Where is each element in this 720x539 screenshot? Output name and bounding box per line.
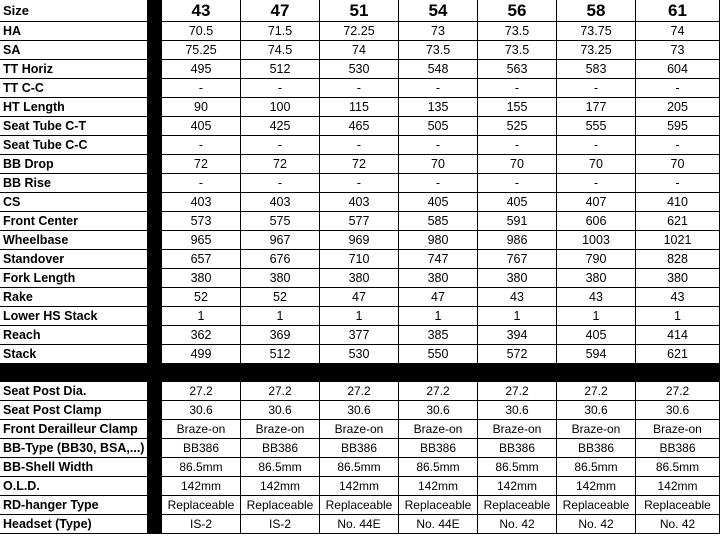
table-cell: BB386 [320,439,399,458]
table-cell: No. 44E [320,515,399,534]
table-cell: 142mm [636,477,720,496]
row-label: Front Derailleur Clamp [0,420,148,439]
table-cell: 100 [241,98,320,117]
table-cell: 115 [320,98,399,117]
row-label: SA [0,41,148,60]
table-cell: 86.5mm [557,458,636,477]
table-cell: 30.6 [241,401,320,420]
row-label: O.L.D. [0,477,148,496]
row-label: CS [0,193,148,212]
table-cell: 72 [320,155,399,174]
separator-column [148,269,162,288]
table-cell: - [636,79,720,98]
row-label: BB Rise [0,174,148,193]
size-header: 61 [636,0,720,22]
table-cell: - [162,174,241,193]
table-cell: 790 [557,250,636,269]
table-cell: Braze-on [241,420,320,439]
separator-column [148,79,162,98]
table-cell: 1 [478,307,557,326]
row-label: Seat Tube C-C [0,136,148,155]
separator-column [148,212,162,231]
table-cell: 27.2 [636,382,720,401]
separator-column [148,515,162,534]
table-cell: 70 [636,155,720,174]
size-header: 51 [320,0,399,22]
separator-column [148,420,162,439]
separator-column [148,155,162,174]
table-cell: 405 [557,326,636,345]
table-cell: 47 [399,288,478,307]
table-cell: 27.2 [162,382,241,401]
size-header: 43 [162,0,241,22]
table-cell: - [478,136,557,155]
size-header: 54 [399,0,478,22]
table-cell: 405 [399,193,478,212]
table-cell: No. 44E [399,515,478,534]
table-cell: 425 [241,117,320,136]
row-label: BB-Type (BB30, BSA,...) [0,439,148,458]
table-cell: 1 [162,307,241,326]
table-cell: - [557,136,636,155]
table-cell: 604 [636,60,720,79]
table-cell: 30.6 [320,401,399,420]
table-cell: 1003 [557,231,636,250]
table-cell: 74.5 [241,41,320,60]
table-cell: 530 [320,60,399,79]
separator-column [148,326,162,345]
row-label: HA [0,22,148,41]
table-cell: 573 [162,212,241,231]
table-cell: 362 [162,326,241,345]
table-cell: 142mm [162,477,241,496]
table-cell: 986 [478,231,557,250]
table-cell: - [241,174,320,193]
separator-column [148,117,162,136]
row-label: Headset (Type) [0,515,148,534]
row-label: Front Center [0,212,148,231]
table-cell: Braze-on [636,420,720,439]
table-cell: 73 [399,22,478,41]
table-cell: 621 [636,212,720,231]
table-cell: 135 [399,98,478,117]
table-cell: 86.5mm [399,458,478,477]
table-cell: 591 [478,212,557,231]
row-label: Stack [0,345,148,364]
separator-column [148,41,162,60]
row-label: Reach [0,326,148,345]
table-cell: - [320,79,399,98]
table-cell: - [557,79,636,98]
table-cell: 1 [636,307,720,326]
table-cell: 73.75 [557,22,636,41]
table-cell: 30.6 [162,401,241,420]
table-cell: 30.6 [399,401,478,420]
table-cell: 70 [478,155,557,174]
table-cell: Replaceable [399,496,478,515]
row-label: BB-Shell Width [0,458,148,477]
table-cell: - [399,174,478,193]
table-cell: 1 [399,307,478,326]
table-cell: 43 [478,288,557,307]
table-cell: 414 [636,326,720,345]
table-cell: 394 [478,326,557,345]
table-cell: - [241,136,320,155]
table-cell: 30.6 [636,401,720,420]
table-cell: - [478,79,557,98]
table-cell: 969 [320,231,399,250]
table-cell: 548 [399,60,478,79]
row-label: BB Drop [0,155,148,174]
table-cell: 495 [162,60,241,79]
table-cell: 74 [636,22,720,41]
table-cell: - [320,136,399,155]
section-divider [0,364,720,382]
table-cell: 43 [557,288,636,307]
table-cell: 369 [241,326,320,345]
table-cell: 505 [399,117,478,136]
table-cell: - [557,174,636,193]
table-cell: 380 [162,269,241,288]
table-cell: 27.2 [399,382,478,401]
table-cell: Replaceable [162,496,241,515]
table-cell: 86.5mm [241,458,320,477]
table-cell: 710 [320,250,399,269]
table-cell: 676 [241,250,320,269]
table-cell: 71.5 [241,22,320,41]
table-cell: - [636,174,720,193]
table-cell: 410 [636,193,720,212]
separator-column [148,401,162,420]
table-cell: 572 [478,345,557,364]
table-cell: 595 [636,117,720,136]
table-cell: 525 [478,117,557,136]
table-cell: Braze-on [162,420,241,439]
table-cell: 1 [557,307,636,326]
table-cell: Replaceable [636,496,720,515]
row-label: TT Horiz [0,60,148,79]
row-label: Lower HS Stack [0,307,148,326]
table-cell: 594 [557,345,636,364]
table-cell: - [399,79,478,98]
table-cell: 75.25 [162,41,241,60]
table-cell: - [320,174,399,193]
table-cell: 90 [162,98,241,117]
table-cell: BB386 [241,439,320,458]
table-cell: BB386 [636,439,720,458]
table-cell: 142mm [399,477,478,496]
table-cell: 142mm [241,477,320,496]
table-cell: 980 [399,231,478,250]
separator-column [148,0,162,22]
table-cell: 405 [162,117,241,136]
table-cell: 555 [557,117,636,136]
table-cell: No. 42 [557,515,636,534]
table-cell: 30.6 [478,401,557,420]
table-cell: 380 [320,269,399,288]
row-label: Standover [0,250,148,269]
table-cell: 177 [557,98,636,117]
table-cell: Replaceable [478,496,557,515]
table-cell: 965 [162,231,241,250]
table-cell: 70.5 [162,22,241,41]
table-cell: 1 [241,307,320,326]
table-cell: 86.5mm [162,458,241,477]
table-cell: 577 [320,212,399,231]
table-cell: 30.6 [557,401,636,420]
table-cell: 155 [478,98,557,117]
separator-column [148,60,162,79]
table-cell: 512 [241,60,320,79]
table-cell: - [399,136,478,155]
table-cell: 142mm [557,477,636,496]
table-cell: BB386 [478,439,557,458]
separator-column [148,345,162,364]
row-label: Fork Length [0,269,148,288]
table-cell: 43 [636,288,720,307]
table-cell: 583 [557,60,636,79]
table-cell: 465 [320,117,399,136]
table-cell: Replaceable [320,496,399,515]
table-cell: No. 42 [636,515,720,534]
table-cell: 86.5mm [478,458,557,477]
table-cell: 530 [320,345,399,364]
row-label: Seat Tube C-T [0,117,148,136]
table-cell: 27.2 [478,382,557,401]
table-cell: 380 [478,269,557,288]
table-cell: 967 [241,231,320,250]
table-cell: 407 [557,193,636,212]
table-cell: Braze-on [320,420,399,439]
separator-column [148,231,162,250]
table-cell: IS-2 [241,515,320,534]
table-cell: 377 [320,326,399,345]
table-cell: - [636,136,720,155]
table-cell: 142mm [478,477,557,496]
separator-column [148,439,162,458]
separator-column [148,98,162,117]
row-label: TT C-C [0,79,148,98]
table-cell: 1 [320,307,399,326]
table-cell: - [162,136,241,155]
table-cell: - [162,79,241,98]
table-cell: 52 [162,288,241,307]
separator-column [148,477,162,496]
separator-column [148,250,162,269]
table-cell: 27.2 [320,382,399,401]
table-cell: 403 [162,193,241,212]
table-cell: 380 [399,269,478,288]
table-cell: Braze-on [478,420,557,439]
table-cell: Braze-on [399,420,478,439]
table-cell: 70 [557,155,636,174]
table-cell: - [241,79,320,98]
separator-column [148,193,162,212]
size-header: 58 [557,0,636,22]
table-cell: 380 [636,269,720,288]
table-cell: 47 [320,288,399,307]
table-cell: 380 [557,269,636,288]
table-cell: 205 [636,98,720,117]
header-size-label: Size [0,0,148,22]
size-header: 56 [478,0,557,22]
row-label: HT Length [0,98,148,117]
table-cell: 403 [320,193,399,212]
table-cell: 86.5mm [320,458,399,477]
separator-column [148,458,162,477]
separator-column [148,136,162,155]
table-cell: 1021 [636,231,720,250]
table-cell: 575 [241,212,320,231]
table-cell: 27.2 [241,382,320,401]
table-cell: IS-2 [162,515,241,534]
table-cell: 621 [636,345,720,364]
separator-column [148,288,162,307]
separator-column [148,307,162,326]
table-cell: 52 [241,288,320,307]
row-label: RD-hanger Type [0,496,148,515]
table-cell: 86.5mm [636,458,720,477]
table-cell: 550 [399,345,478,364]
table-cell: Braze-on [557,420,636,439]
table-cell: 72.25 [320,22,399,41]
table-cell: 512 [241,345,320,364]
table-cell: 767 [478,250,557,269]
table-cell: 73.5 [399,41,478,60]
table-cell: 73 [636,41,720,60]
table-cell: 74 [320,41,399,60]
row-label: Rake [0,288,148,307]
table-cell: 72 [241,155,320,174]
table-cell: 657 [162,250,241,269]
separator-column [148,496,162,515]
table-cell: 72 [162,155,241,174]
row-label: Seat Post Dia. [0,382,148,401]
table-cell: 563 [478,60,557,79]
table-cell: 747 [399,250,478,269]
table-cell: BB386 [399,439,478,458]
table-cell: 499 [162,345,241,364]
table-cell: 73.25 [557,41,636,60]
table-cell: 73.5 [478,22,557,41]
table-cell: 828 [636,250,720,269]
row-label: Wheelbase [0,231,148,250]
table-cell: No. 42 [478,515,557,534]
table-cell: 70 [399,155,478,174]
table-cell: 73.5 [478,41,557,60]
separator-column [148,174,162,193]
table-cell: 403 [241,193,320,212]
table-cell: BB386 [162,439,241,458]
table-cell: 380 [241,269,320,288]
table-cell: BB386 [557,439,636,458]
table-cell: - [478,174,557,193]
size-header: 47 [241,0,320,22]
row-label: Seat Post Clamp [0,401,148,420]
separator-column [148,382,162,401]
table-cell: 585 [399,212,478,231]
table-cell: 142mm [320,477,399,496]
table-cell: Replaceable [557,496,636,515]
table-cell: 405 [478,193,557,212]
table-cell: Replaceable [241,496,320,515]
table-cell: 606 [557,212,636,231]
separator-column [148,22,162,41]
table-cell: 385 [399,326,478,345]
table-cell: 27.2 [557,382,636,401]
